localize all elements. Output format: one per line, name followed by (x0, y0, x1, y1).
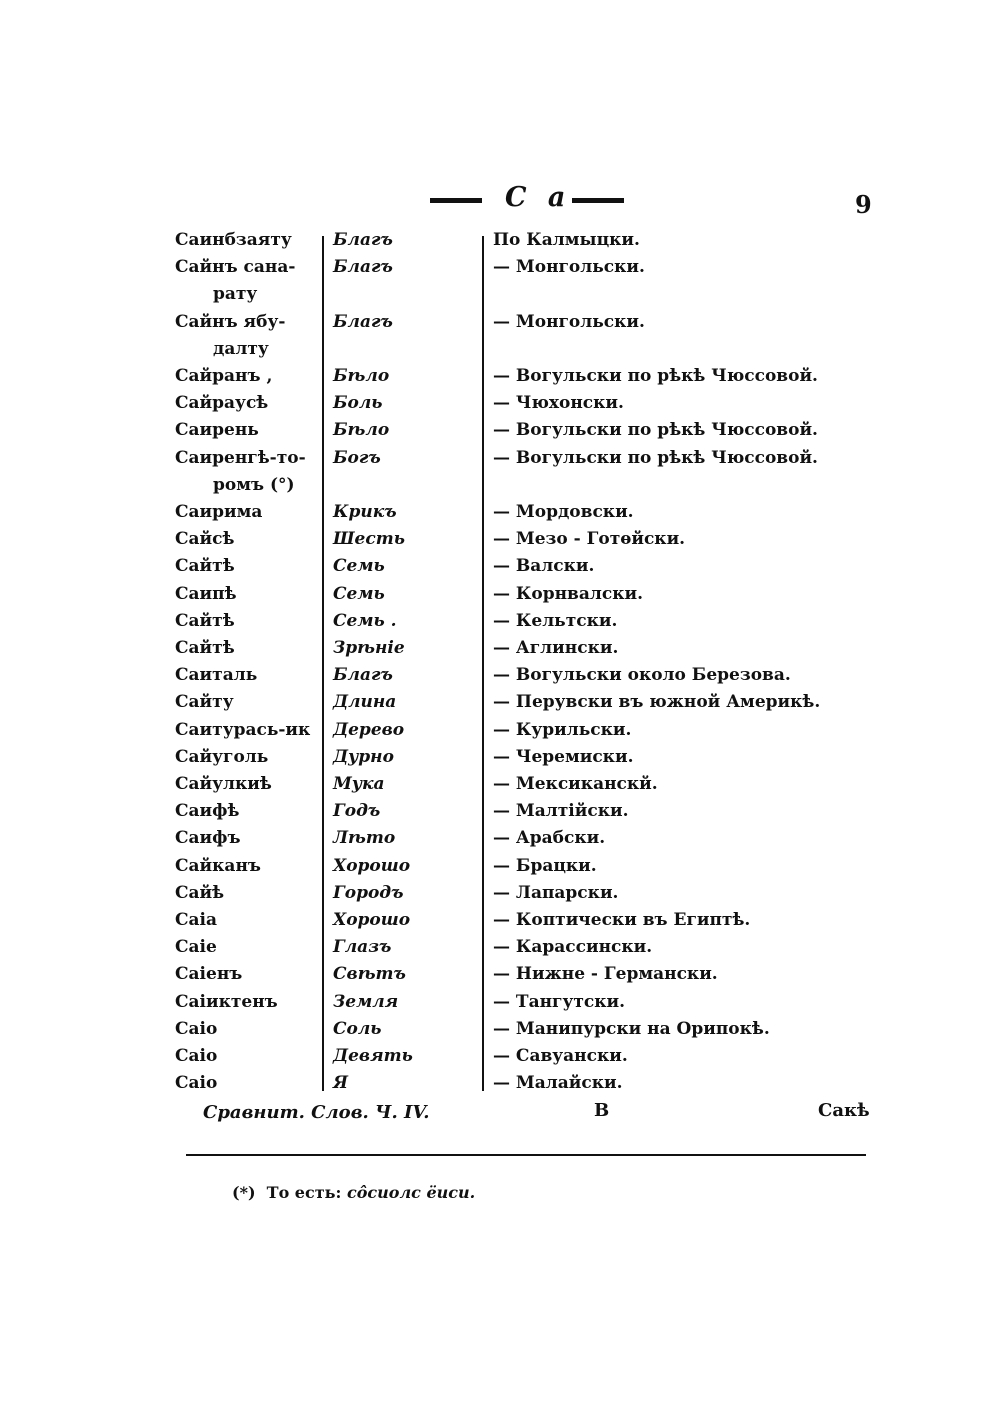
word-cell: Саіенъ (175, 964, 243, 985)
meaning-cell: Семь (333, 583, 385, 604)
language-cell: — Савуански. (493, 1046, 628, 1066)
language-cell: — Нижне - Германски. (493, 964, 718, 985)
table-row (175, 692, 875, 719)
word-continuation: ромъ (°) (213, 474, 295, 495)
language-cell: — Мордовски. (493, 502, 634, 522)
language-cell: — Курильски. (493, 719, 632, 740)
table-row (175, 638, 875, 665)
footnote (232, 1183, 475, 1202)
table-row (175, 747, 875, 774)
meaning-cell: Благъ (333, 665, 393, 686)
footnote-text: То есть: (266, 1183, 342, 1202)
language-cell: — Карассински. (493, 937, 653, 958)
table-row (175, 230, 875, 257)
table-row (175, 611, 875, 638)
meaning-cell: Хорошо (333, 855, 411, 876)
table-row (175, 856, 875, 883)
word-cell: Саиталь (175, 665, 258, 686)
meaning-cell: Свѣтъ (333, 964, 406, 985)
word-cell: Сайуголь (175, 746, 269, 767)
meaning-cell: Девять (333, 1046, 413, 1066)
table-row (175, 502, 875, 529)
language-cell: — Вогульски около Березова. (493, 665, 791, 686)
meaning-cell: Зрѣніе (333, 638, 405, 658)
meaning-cell: Глазъ (333, 937, 392, 958)
table-row (175, 720, 875, 747)
table-row (175, 828, 875, 855)
meaning-cell: Дерево (333, 719, 405, 740)
meaning-cell: Дурно (333, 746, 394, 767)
word-cell: Саинбзаяту (175, 230, 292, 250)
word-continuation: далту (213, 338, 269, 359)
language-cell: — Валски. (493, 556, 595, 577)
language-cell: — Кельтски. (493, 610, 618, 631)
table-row (175, 801, 875, 828)
word-cell: Сайтѣ (175, 556, 235, 577)
word-cell: Саіо (175, 1073, 218, 1094)
table-row (175, 992, 875, 1019)
table-row (175, 366, 875, 393)
language-cell: — Манипурски на Орипокѣ. (493, 1018, 770, 1039)
word-cell: Сайулкиѣ (175, 774, 272, 794)
meaning-cell: Земля (333, 991, 399, 1012)
language-cell: — Черемиски. (493, 746, 634, 767)
footnote-rule (186, 1154, 866, 1156)
word-cell: Саирень (175, 420, 259, 441)
language-cell: — Монгольски. (493, 311, 645, 332)
table-row (175, 556, 875, 583)
meaning-cell: Благъ (333, 311, 393, 332)
language-cell: — Малайски. (493, 1073, 623, 1094)
word-cell: Сайнъ ябу- (175, 311, 286, 332)
word-cell: Саіе (175, 937, 217, 958)
table-row (175, 1019, 875, 1046)
meaning-cell: Лѣто (333, 828, 396, 849)
word-cell: Саифѣ (175, 801, 240, 822)
footer-signature: В (594, 1100, 610, 1121)
meaning-cell: Соль (333, 1018, 382, 1039)
meaning-cell: Боль (333, 393, 383, 414)
meaning-cell: Я (333, 1073, 348, 1094)
word-cell: Саитурась-ик (175, 719, 311, 740)
language-cell: — Лапарски. (493, 882, 619, 903)
table-row (175, 529, 875, 556)
language-cell: — Аглински. (493, 638, 619, 658)
table-row (175, 883, 875, 910)
running-head-rule-left (430, 198, 482, 203)
meaning-cell: Бѣло (333, 366, 390, 386)
word-cell: Саіиктенъ (175, 991, 278, 1012)
running-head: С а (505, 182, 572, 213)
meaning-cell: Хорошо (333, 910, 411, 930)
table-row (175, 937, 875, 964)
word-cell: Саипѣ (175, 583, 237, 604)
language-cell: — Вогульски по рѣкѣ Чюссовой. (493, 447, 818, 468)
word-cell: Сайсѣ (175, 529, 235, 550)
language-cell: — Мексиканскй. (493, 774, 658, 794)
language-cell: — Перувски въ южной Америкѣ. (493, 692, 821, 713)
word-cell: Сайту (175, 692, 234, 713)
language-cell: По Калмыцки. (493, 230, 640, 250)
table-row (175, 964, 875, 991)
table-row (175, 665, 875, 692)
language-cell: — Коптически въ Египтѣ. (493, 910, 751, 930)
meaning-cell: Шесть (333, 529, 405, 550)
word-cell: Саіо (175, 1018, 218, 1039)
word-cell: Сайѣ (175, 882, 225, 903)
word-cell: Саиренгѣ-то- (175, 447, 306, 468)
word-cell: Сайтѣ (175, 610, 235, 631)
word-cell: Сайтѣ (175, 638, 235, 658)
meaning-cell: Городъ (333, 882, 404, 903)
language-cell: — Вогульски по рѣкѣ Чюссовой. (493, 420, 818, 441)
meaning-cell: Благъ (333, 230, 393, 250)
word-cell: Сайранъ , (175, 366, 273, 386)
word-cell: Сайнъ сана- (175, 257, 296, 278)
footnote-mark: (*) (232, 1183, 256, 1202)
meaning-cell: Благъ (333, 257, 393, 278)
meaning-cell: Богъ (333, 447, 381, 468)
meaning-cell: Мука (333, 774, 385, 794)
word-cell: Сайраусѣ (175, 393, 269, 414)
word-cell: Саирима (175, 502, 263, 522)
word-cell: Саифъ (175, 828, 241, 849)
table-row (175, 1046, 875, 1073)
meaning-cell: Бѣло (333, 420, 390, 441)
language-cell: — Малтійски. (493, 801, 629, 822)
word-cell: Саіа (175, 910, 218, 930)
table-row (175, 311, 875, 359)
page-number: 9 (855, 190, 872, 219)
language-cell: — Чюхонски. (493, 393, 624, 414)
table-row (175, 584, 875, 611)
word-cell: Саіо (175, 1046, 218, 1066)
table-row (175, 774, 875, 801)
running-head-rule-right (572, 198, 624, 203)
language-cell: — Тангутски. (493, 991, 626, 1012)
table-row (175, 393, 875, 420)
meaning-cell: Годъ (333, 801, 381, 822)
table-row (175, 447, 875, 495)
table-row (175, 1073, 875, 1100)
table-row (175, 910, 875, 937)
meaning-cell: Семь (333, 556, 385, 577)
meaning-cell: Крикъ (333, 502, 397, 522)
word-cell: Сайканъ (175, 855, 261, 876)
footer-title: Сравнит. Слов. Ч. IV. (203, 1102, 430, 1123)
language-cell: — Брацки. (493, 855, 597, 876)
language-cell: — Арабски. (493, 828, 606, 849)
footnote-phrase: со̂сиолс ёиси. (346, 1183, 476, 1202)
table-row (175, 257, 875, 305)
word-continuation: рату (213, 284, 258, 305)
language-cell: — Корнвалски. (493, 583, 644, 604)
language-cell: — Вогульски по рѣкѣ Чюссовой. (493, 366, 818, 386)
meaning-cell: Длина (333, 692, 397, 713)
language-cell: — Мезо - Готѳйски. (493, 529, 686, 550)
table-row (175, 420, 875, 447)
footer-catchword: Сакѣ (818, 1100, 870, 1121)
meaning-cell: Семь . (333, 610, 397, 631)
language-cell: — Монгольски. (493, 257, 645, 278)
